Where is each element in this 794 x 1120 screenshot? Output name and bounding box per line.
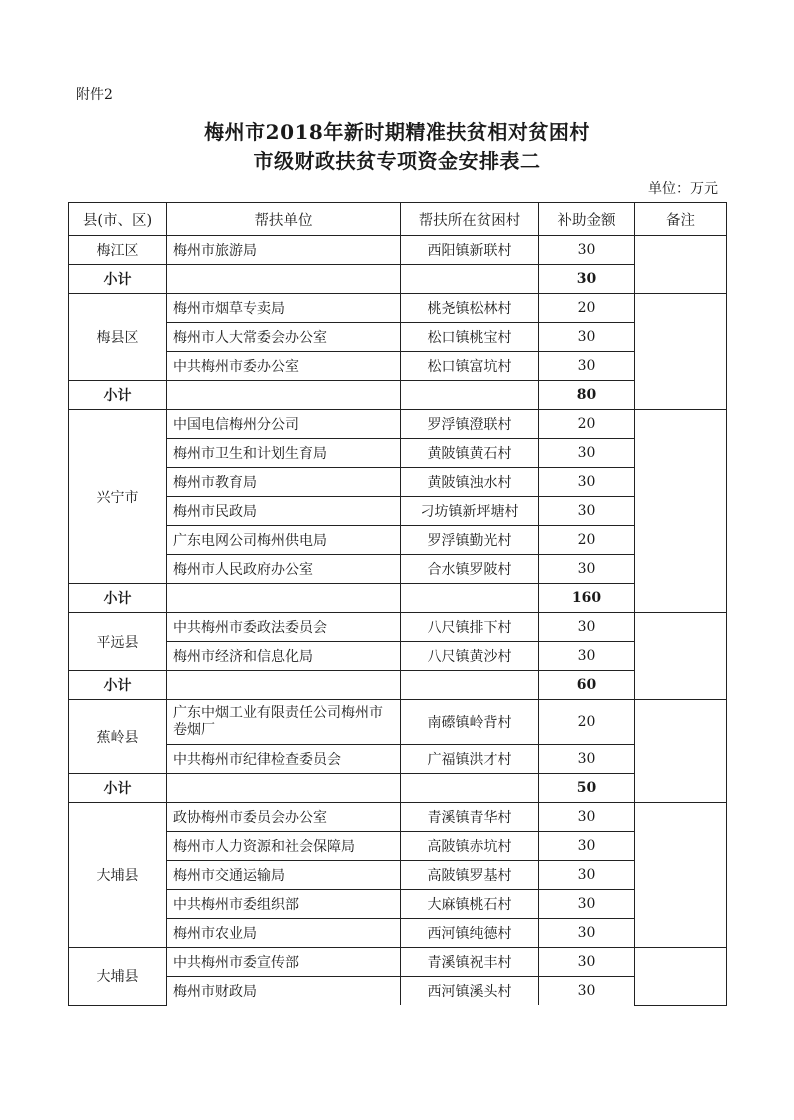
subtotal-amount: 160 <box>539 584 635 613</box>
unit-cell: 中国电信梅州分公司 <box>167 410 401 439</box>
subtotal-row <box>69 671 727 700</box>
table-row <box>69 468 727 497</box>
subtotal-row <box>69 265 727 294</box>
subtotal-empty-cell <box>167 584 401 613</box>
unit-label: 单位：万元 <box>648 181 718 197</box>
amount-cell: 30 <box>539 613 635 642</box>
subtotal-label: 小计 <box>69 584 167 613</box>
table-row <box>69 613 727 642</box>
subtotal-empty-cell <box>401 584 539 613</box>
amount-cell: 20 <box>539 410 635 439</box>
column-header-unit: 帮扶单位 <box>167 203 401 236</box>
unit-cell: 政协梅州市委员会办公室 <box>167 803 401 832</box>
village-cell: 罗浮镇勤光村 <box>401 526 539 555</box>
village-cell: 西河镇纯德村 <box>401 919 539 948</box>
county-cell: 梅江区 <box>69 236 167 265</box>
county-cell: 梅县区 <box>69 294 167 381</box>
amount-cell: 30 <box>539 323 635 352</box>
village-cell: 黄陂镇浊水村 <box>401 468 539 497</box>
unit-cell: 梅州市人大常委会办公室 <box>167 323 401 352</box>
amount-cell: 30 <box>539 642 635 671</box>
village-cell: 松口镇桃宝村 <box>401 323 539 352</box>
table-row <box>69 555 727 584</box>
note-cell <box>635 803 727 948</box>
note-cell <box>635 700 727 803</box>
column-header-note: 备注 <box>635 203 727 236</box>
amount-cell: 30 <box>539 236 635 265</box>
funding-table <box>68 202 727 1006</box>
county-cell: 大埔县 <box>69 948 167 1006</box>
subtotal-row <box>69 381 727 410</box>
table-row <box>69 948 727 977</box>
subtotal-row <box>69 774 727 803</box>
amount-cell: 30 <box>539 555 635 584</box>
table-row <box>69 745 727 774</box>
note-cell <box>635 236 727 294</box>
table-row <box>69 410 727 439</box>
table-body <box>69 236 727 1006</box>
subtotal-label: 小计 <box>69 265 167 294</box>
subtotal-label: 小计 <box>69 774 167 803</box>
table-row <box>69 861 727 890</box>
table-row <box>69 352 727 381</box>
unit-cell: 梅州市教育局 <box>167 468 401 497</box>
amount-cell: 30 <box>539 861 635 890</box>
amount-cell: 20 <box>539 700 635 745</box>
subtotal-empty-cell <box>401 774 539 803</box>
column-header-county: 县(市、区) <box>69 203 167 236</box>
amount-cell: 20 <box>539 526 635 555</box>
table-row <box>69 890 727 919</box>
table-row <box>69 919 727 948</box>
note-cell <box>635 410 727 613</box>
subtotal-label: 小计 <box>69 381 167 410</box>
table-row <box>69 497 727 526</box>
subtotal-amount: 80 <box>539 381 635 410</box>
subtotal-amount: 30 <box>539 265 635 294</box>
subtotal-label: 小计 <box>69 671 167 700</box>
village-cell: 罗浮镇澄联村 <box>401 410 539 439</box>
unit-cell: 梅州市人民政府办公室 <box>167 555 401 584</box>
unit-cell: 中共梅州市委政法委员会 <box>167 613 401 642</box>
unit-cell: 梅州市卫生和计划生育局 <box>167 439 401 468</box>
table-row <box>69 832 727 861</box>
unit-cell: 广东中烟工业有限责任公司梅州市卷烟厂 <box>167 700 401 745</box>
village-cell: 青溪镇祝丰村 <box>401 948 539 977</box>
village-cell: 大麻镇桃石村 <box>401 890 539 919</box>
village-cell: 桃尧镇松林村 <box>401 294 539 323</box>
unit-cell: 梅州市人力资源和社会保障局 <box>167 832 401 861</box>
village-cell: 广福镇洪才村 <box>401 745 539 774</box>
village-cell: 松口镇富坑村 <box>401 352 539 381</box>
attachment-label: 附件2 <box>76 87 113 103</box>
amount-cell: 30 <box>539 745 635 774</box>
amount-cell: 30 <box>539 890 635 919</box>
amount-cell: 30 <box>539 919 635 948</box>
unit-cell: 梅州市烟草专卖局 <box>167 294 401 323</box>
village-cell: 八尺镇黄沙村 <box>401 642 539 671</box>
unit-cell: 中共梅州市委宣传部 <box>167 948 401 977</box>
unit-cell: 梅州市交通运输局 <box>167 861 401 890</box>
page-title-line2: 市级财政扶贫专项资金安排表二 <box>253 149 541 173</box>
subtotal-empty-cell <box>167 774 401 803</box>
table-row <box>69 700 727 745</box>
village-cell: 高陂镇罗基村 <box>401 861 539 890</box>
unit-cell: 梅州市旅游局 <box>167 236 401 265</box>
column-header-amount: 补助金额 <box>539 203 635 236</box>
unit-cell: 梅州市农业局 <box>167 919 401 948</box>
amount-cell: 20 <box>539 294 635 323</box>
unit-cell: 广东电网公司梅州供电局 <box>167 526 401 555</box>
unit-cell: 梅州市财政局 <box>167 977 401 1006</box>
subtotal-empty-cell <box>167 265 401 294</box>
amount-cell: 30 <box>539 468 635 497</box>
village-cell: 高陂镇赤坑村 <box>401 832 539 861</box>
table-row <box>69 294 727 323</box>
village-cell: 青溪镇青华村 <box>401 803 539 832</box>
subtotal-empty-cell <box>167 381 401 410</box>
subtotal-amount: 60 <box>539 671 635 700</box>
amount-cell: 30 <box>539 977 635 1006</box>
amount-cell: 30 <box>539 832 635 861</box>
table-header-row <box>69 203 727 236</box>
village-cell: 西河镇溪头村 <box>401 977 539 1006</box>
village-cell: 南礤镇岭背村 <box>401 700 539 745</box>
unit-cell: 中共梅州市委办公室 <box>167 352 401 381</box>
table-row <box>69 526 727 555</box>
village-cell: 刁坊镇新坪塘村 <box>401 497 539 526</box>
subtotal-empty-cell <box>401 265 539 294</box>
subtotal-amount: 50 <box>539 774 635 803</box>
unit-cell: 梅州市民政局 <box>167 497 401 526</box>
table-row <box>69 323 727 352</box>
page-title-line1: 梅州市2018年新时期精准扶贫相对贫困村 <box>204 120 590 144</box>
amount-cell: 30 <box>539 439 635 468</box>
note-cell <box>635 948 727 1006</box>
unit-cell: 中共梅州市委组织部 <box>167 890 401 919</box>
amount-cell: 30 <box>539 352 635 381</box>
village-cell: 八尺镇排下村 <box>401 613 539 642</box>
unit-cell: 中共梅州市纪律检查委员会 <box>167 745 401 774</box>
county-cell: 兴宁市 <box>69 410 167 584</box>
subtotal-row <box>69 584 727 613</box>
amount-cell: 30 <box>539 497 635 526</box>
subtotal-empty-cell <box>401 671 539 700</box>
table-row <box>69 642 727 671</box>
column-header-village: 帮扶所在贫困村 <box>401 203 539 236</box>
county-cell: 平远县 <box>69 613 167 671</box>
village-cell: 黄陂镇黄石村 <box>401 439 539 468</box>
subtotal-empty-cell <box>167 671 401 700</box>
village-cell: 西阳镇新联村 <box>401 236 539 265</box>
county-cell: 大埔县 <box>69 803 167 948</box>
table-row <box>69 439 727 468</box>
table-row <box>69 236 727 265</box>
subtotal-empty-cell <box>401 381 539 410</box>
amount-cell: 30 <box>539 948 635 977</box>
village-cell: 合水镇罗陂村 <box>401 555 539 584</box>
table-row <box>69 977 727 1006</box>
amount-cell: 30 <box>539 803 635 832</box>
note-cell <box>635 613 727 700</box>
county-cell: 蕉岭县 <box>69 700 167 774</box>
unit-cell: 梅州市经济和信息化局 <box>167 642 401 671</box>
table-row <box>69 803 727 832</box>
note-cell <box>635 294 727 410</box>
